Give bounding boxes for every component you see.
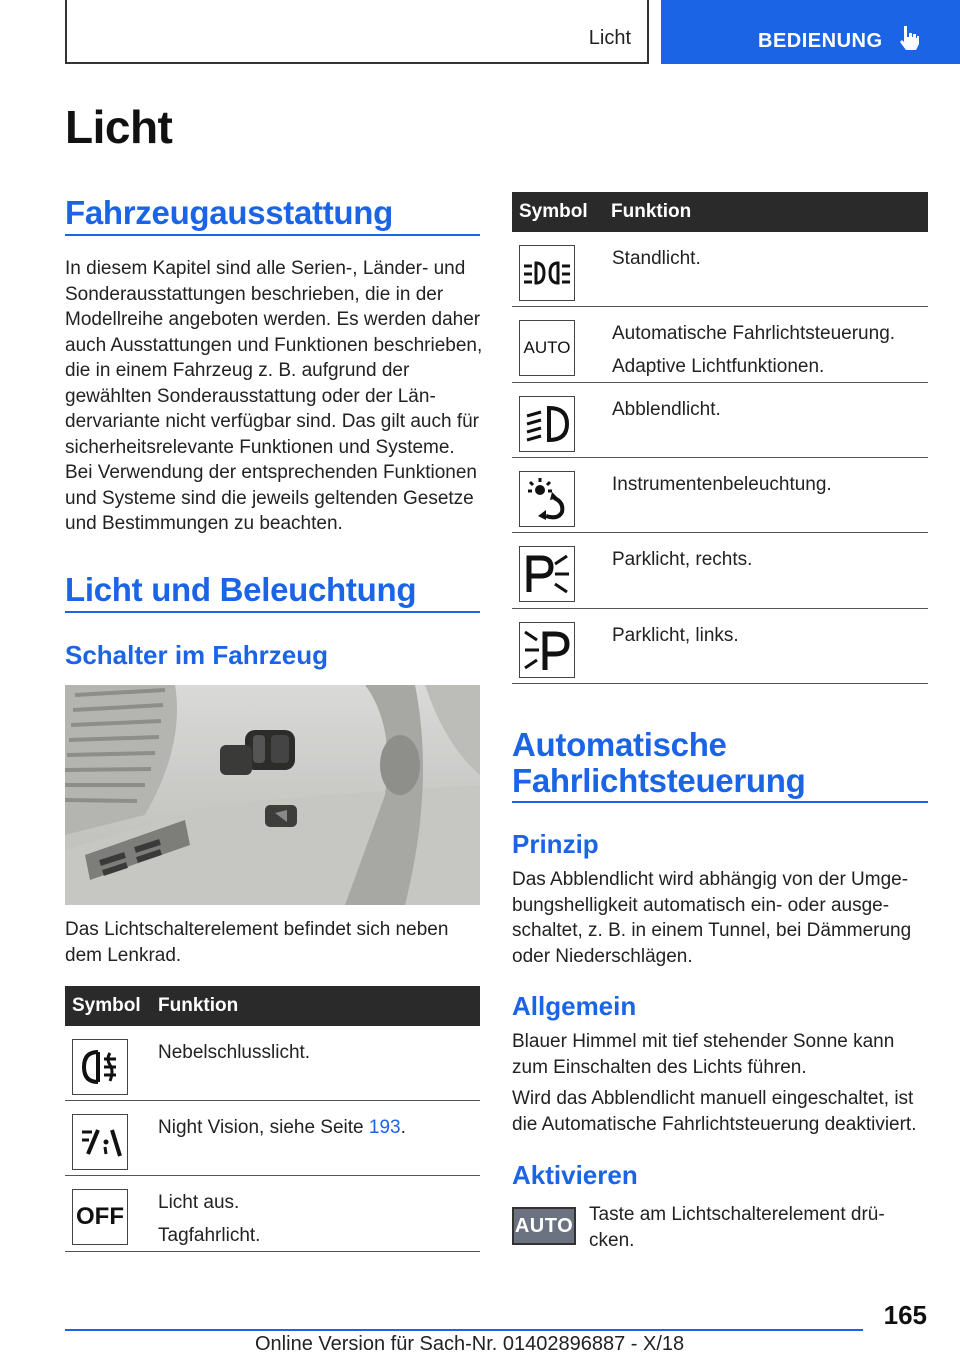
subheading-aktivieren: Aktivieren	[512, 1160, 638, 1190]
table-row	[65, 1026, 480, 1101]
instrument-lighting-icon	[519, 471, 575, 527]
function-text	[612, 321, 895, 379]
function-text-line2: Tagfahrlicht.	[158, 1225, 261, 1246]
table-row	[65, 1176, 480, 1252]
night-vision-icon	[72, 1114, 128, 1170]
off-icon: OFF	[72, 1189, 128, 1245]
function-text: Abblendlicht.	[612, 399, 721, 420]
allgemein-paragraph-1: Blauer Himmel mit tief stehender Sonne kann zum Einschalten des Lichts führen.	[512, 1031, 895, 1078]
table-row	[512, 458, 928, 533]
symbol-table-left	[65, 986, 480, 1252]
table-header	[512, 192, 928, 232]
rear-fog-light-icon	[72, 1039, 128, 1095]
table-row	[65, 1101, 480, 1176]
table-row	[512, 232, 928, 307]
footer-rule	[65, 1329, 863, 1331]
function-text: Instrumentenbeleuchtung.	[612, 474, 832, 495]
low-beam-icon	[519, 396, 575, 452]
subheading-prinzip: Prinzip	[512, 829, 599, 859]
parking-light-icon	[519, 245, 575, 301]
intro-paragraph: In diesem Kapitel sind alle Serien-, Länder- und Sonderausstattungen beschrieben, die in der Modellreihe angeboten werden. Es werden daher auch Ausstattungen und Funktionen beschrieben, die in einem Fahrzeug z. B. aufgrund der gewählten Sonderausstattung oder der Ländervariante nicht verfügbar sind. Das gilt auch für sicherheitsrelevante Funktionen und Systeme. Bei Verwendung der entsprechenden Funktionen und Systeme sind die jeweils geltenden Gesetze und Bestimmungen zu beachten.	[65, 258, 483, 534]
aktivieren-paragraph: Taste am Lichtschalterelement drücken.	[589, 1204, 885, 1251]
allgemein-paragraph-2: Wird das Abblendlicht manuell eingeschaltet, ist die Automatische Fahrlichtsteuerung deaktiviert.	[512, 1088, 917, 1135]
subheading-allgemein: Allgemein	[512, 991, 637, 1021]
function-text: Nebelschlusslicht.	[158, 1042, 311, 1063]
function-text-suffix: .	[400, 1117, 406, 1138]
footer-text: Online Version für Sach-Nr. 01402896887 - X/18	[255, 1333, 685, 1355]
header-section-box	[65, 0, 649, 64]
header-section-title: Licht	[588, 27, 631, 49]
page-link-193[interactable]: 193	[368, 1117, 401, 1138]
heading-rule	[65, 234, 480, 236]
photo-caption: Das Lichtschalterelement befindet sich neben dem Lenkrad.	[65, 919, 449, 966]
table-row	[512, 609, 928, 684]
auto-icon: AUTO	[519, 320, 575, 376]
function-text	[158, 1115, 406, 1140]
table-row	[512, 533, 928, 609]
function-text: Parklicht, links.	[612, 625, 739, 646]
column-header-symbol: Symbol	[72, 995, 141, 1016]
table-row	[512, 383, 928, 458]
parking-light-right-icon	[519, 546, 575, 602]
heading-auto-line2: Fahrlichtsteuerung	[512, 762, 806, 799]
function-text: Standlicht.	[612, 248, 701, 269]
header-chapter-label: BEDIENUNG	[758, 30, 883, 52]
function-text	[158, 1190, 260, 1248]
header-chapter-tab[interactable]	[661, 0, 960, 64]
table-row	[512, 307, 928, 383]
heading-rule	[65, 611, 480, 613]
function-text: Parklicht, rechts.	[612, 549, 753, 570]
column-header-function: Funktion	[611, 201, 692, 222]
heading-licht-beleuchtung: Licht und Beleuchtung	[65, 571, 417, 608]
pointing-hand-icon	[898, 24, 920, 52]
parking-light-left-icon	[519, 622, 575, 678]
table-header	[65, 986, 480, 1026]
function-text-line1: Automatische Fahrlichtsteuerung.	[612, 323, 896, 344]
light-switch-photo	[65, 685, 480, 905]
heading-auto-line1: Automatische	[512, 726, 727, 763]
function-text-line2: Adaptive Lichtfunktionen.	[612, 356, 825, 377]
prinzip-paragraph: Das Abblendlicht wird abhängig von der Umgebungshelligkeit automatisch ein- oder ausgeschaltet, z. B. in einem Tunnel, bei Dämmerung oder Niederschlägen.	[512, 869, 912, 967]
column-header-function: Funktion	[158, 995, 239, 1016]
symbol-table-right	[512, 192, 928, 684]
page-title: Licht	[65, 101, 173, 153]
auto-button-icon: AUTO	[512, 1207, 576, 1245]
heading-rule	[512, 801, 928, 803]
subheading-schalter: Schalter im Fahrzeug	[65, 640, 328, 670]
column-header-symbol: Symbol	[519, 201, 588, 222]
page-number: 165	[883, 1300, 927, 1330]
function-text-line1: Licht aus.	[158, 1192, 240, 1213]
function-text-main: Night Vision, siehe Seite	[158, 1117, 369, 1138]
heading-fahrzeugausstattung: Fahrzeugausstattung	[65, 194, 393, 231]
